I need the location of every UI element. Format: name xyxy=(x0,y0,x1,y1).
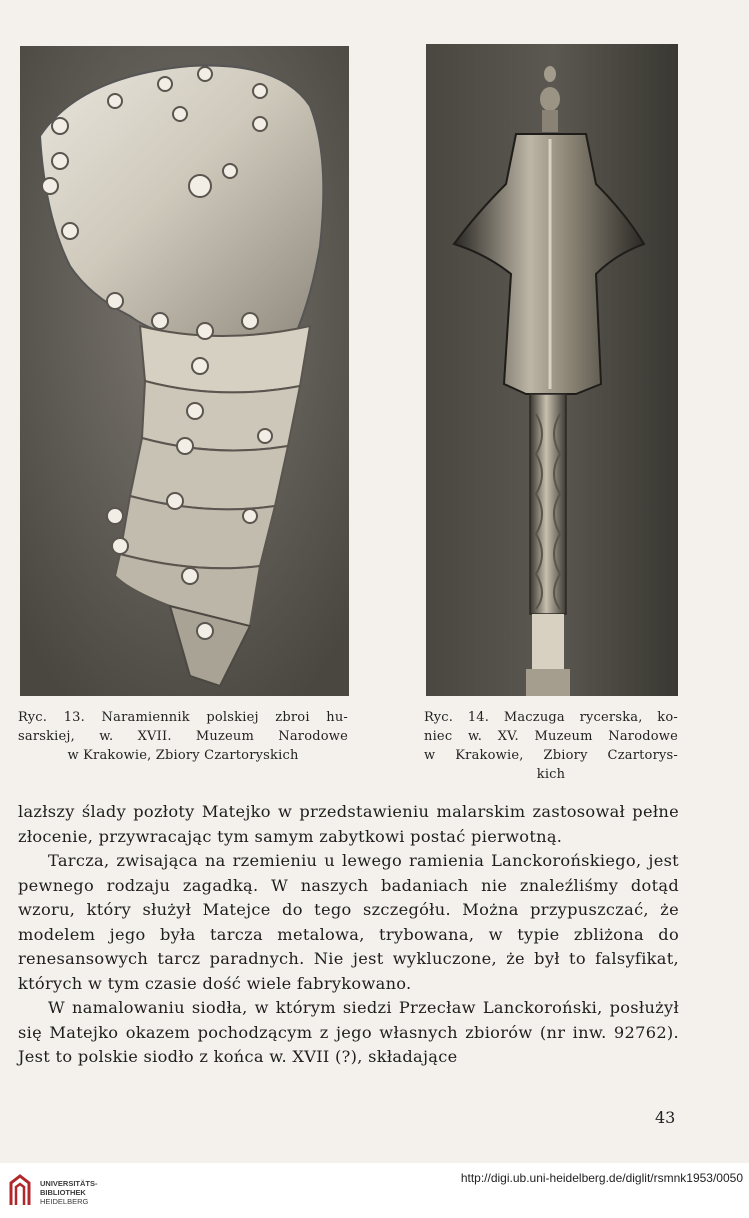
body-text xyxy=(18,800,679,1070)
university-library-logo[interactable] xyxy=(8,1171,118,1211)
caption-line: Ryc. 14. Maczuga rycerska, ko- xyxy=(424,710,678,725)
caption-line: Ryc. 13. Naramiennik polskiej zbroi hu- xyxy=(18,710,348,725)
source-url-link[interactable]: http://digi.ub.uni-heidelberg.de/diglit/rsmnk1953/0050 xyxy=(460,1171,743,1185)
caption-line: kich xyxy=(536,767,566,782)
caption-line: w Krakowie, Zbiory Czartoryskich xyxy=(67,748,299,763)
paragraph: Tarcza, zwisająca na rzemieniu u lewego ramienia Lanckorońskiego, jest pewnego rodzaju zagadką. W naszych badaniach nie znaleźliśmy dotąd wzoru, który służył Matejce do tego szczegółu. Można przypuszczać, że modelem jego była tarcza metalowa, trybowana, w typie zbliżona do renesansowych tarcz paradnych. Nie jest wykluczone, że był to falsyfikat, których w tym czasie dość wiele fabrykowano. xyxy=(18,851,679,993)
figure-13-caption xyxy=(18,708,348,765)
logo-line: BIBLIOTHEK xyxy=(40,1188,86,1197)
pauldron-illustration xyxy=(20,46,349,696)
caption-line: w Krakowie, Zbiory Czartorys- xyxy=(424,748,678,763)
figure-14-mace-photo xyxy=(426,44,678,696)
page-number: 43 xyxy=(655,1108,676,1127)
library-crest-icon xyxy=(8,1173,32,1209)
logo-line: HEIDELBERG xyxy=(40,1197,89,1206)
figure-13-pauldron-photo xyxy=(20,46,349,696)
logo-line: UNIVERSITÄTS- xyxy=(40,1179,98,1188)
figure-14-caption xyxy=(424,708,678,784)
paragraph: W namalowaniu siodła, w którym siedzi Przecław Lanckoroński, posłużył się Matejko okazem pochodzącym z jego własnych zbiorów (nr inw. 92762). Jest to polskie siodło z końca w. XVII (?), składające xyxy=(18,998,679,1066)
paragraph: lazłszy ślady pozłoty Matejko w przedstawieniu malarskim zastosował pełne złocenie, przywracając tym samym zabytkowi postać pierwotną. xyxy=(18,802,679,846)
mace-illustration xyxy=(426,44,678,696)
caption-line: niec w. XV. Muzeum Narodowe xyxy=(424,729,678,744)
logo-text xyxy=(40,1179,98,1206)
footer-bar xyxy=(0,1163,749,1218)
caption-line: sarskiej, w. XVII. Muzeum Narodowe xyxy=(18,729,348,744)
